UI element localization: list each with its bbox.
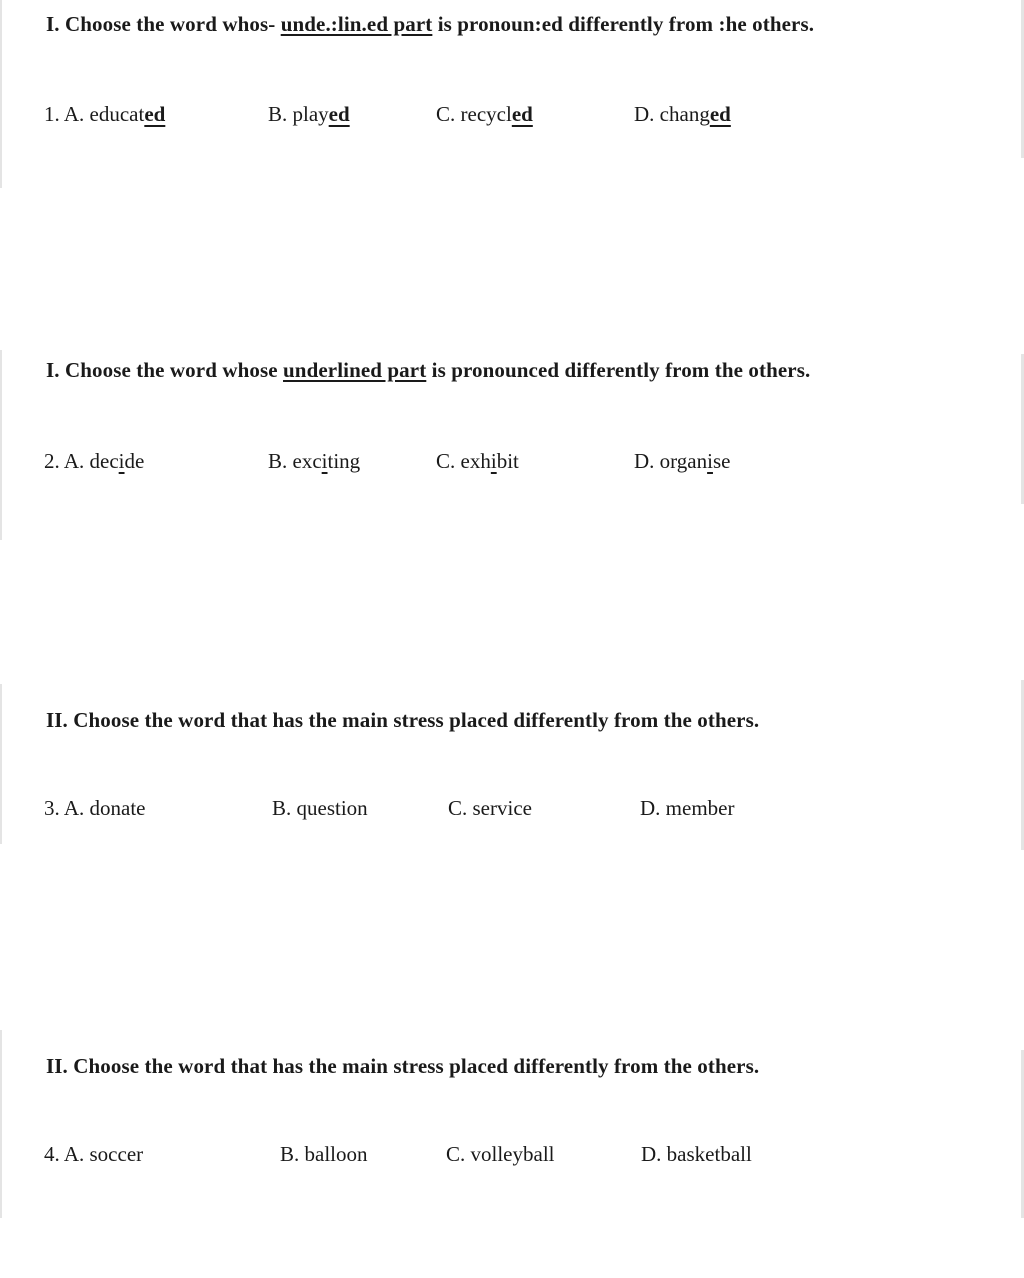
- exercise-panel-4: [0, 1030, 1024, 1220]
- question-3-option-d: D. member: [640, 796, 735, 820]
- instruction-underlined-phrase: underlined part: [283, 358, 427, 382]
- question-2-option-b: B. exciting: [268, 449, 361, 473]
- underlined-part: i: [321, 449, 328, 473]
- question-2-option-c: C. exhibit: [436, 449, 519, 473]
- page-edge-left: [0, 1030, 2, 1218]
- instruction-heading: I. Choose the word whose underlined part is pronounced differently from the others.: [46, 358, 811, 382]
- question-2-option-a: 2. A. decide: [44, 449, 145, 473]
- exercise-panel-2: [0, 340, 1024, 550]
- question-3-option-a: 3. A. donate: [44, 796, 146, 820]
- question-4-option-b: B. balloon: [280, 1142, 368, 1166]
- exercise-panel-3: [0, 680, 1024, 860]
- question-1-option-d: D. changed: [634, 102, 731, 126]
- page-edge-left: [0, 350, 2, 540]
- page-edge-left: [0, 684, 2, 844]
- underlined-part: ed: [144, 102, 166, 126]
- question-1-option-b: B. played: [268, 102, 350, 126]
- instruction-underlined-phrase: unde.:lin.ed part: [280, 12, 433, 36]
- question-4-option-c: C. volleyball: [446, 1142, 555, 1166]
- instruction-heading: I. Choose the word whos- unde.:lin.ed part is pronoun:ed differently from :he others.: [46, 12, 815, 36]
- instruction-heading: II. Choose the word that has the main stress placed differently from the others.: [46, 708, 760, 732]
- question-3-option-b: B. question: [272, 796, 368, 820]
- exercise-panel-1: [0, 0, 1024, 200]
- underlined-part: ed: [709, 102, 731, 126]
- question-1-option-a: 1. A. educated: [44, 102, 166, 126]
- underlined-part: ed: [328, 102, 350, 126]
- underlined-part: i: [118, 449, 125, 473]
- underlined-part: i: [707, 449, 713, 473]
- question-2-option-d: D. organise: [634, 449, 731, 473]
- underlined-part: ed: [511, 102, 533, 126]
- question-4-option-a: 4. A. soccer: [44, 1142, 144, 1166]
- question-3-option-c: C. service: [448, 796, 532, 820]
- question-4-option-d: D. basketball: [641, 1142, 752, 1166]
- question-1-option-c: C. recycled: [436, 102, 533, 126]
- instruction-heading: II. Choose the word that has the main stress placed differently from the others.: [46, 1054, 760, 1078]
- underlined-part: i: [490, 449, 497, 473]
- page-edge-left: [0, 0, 2, 188]
